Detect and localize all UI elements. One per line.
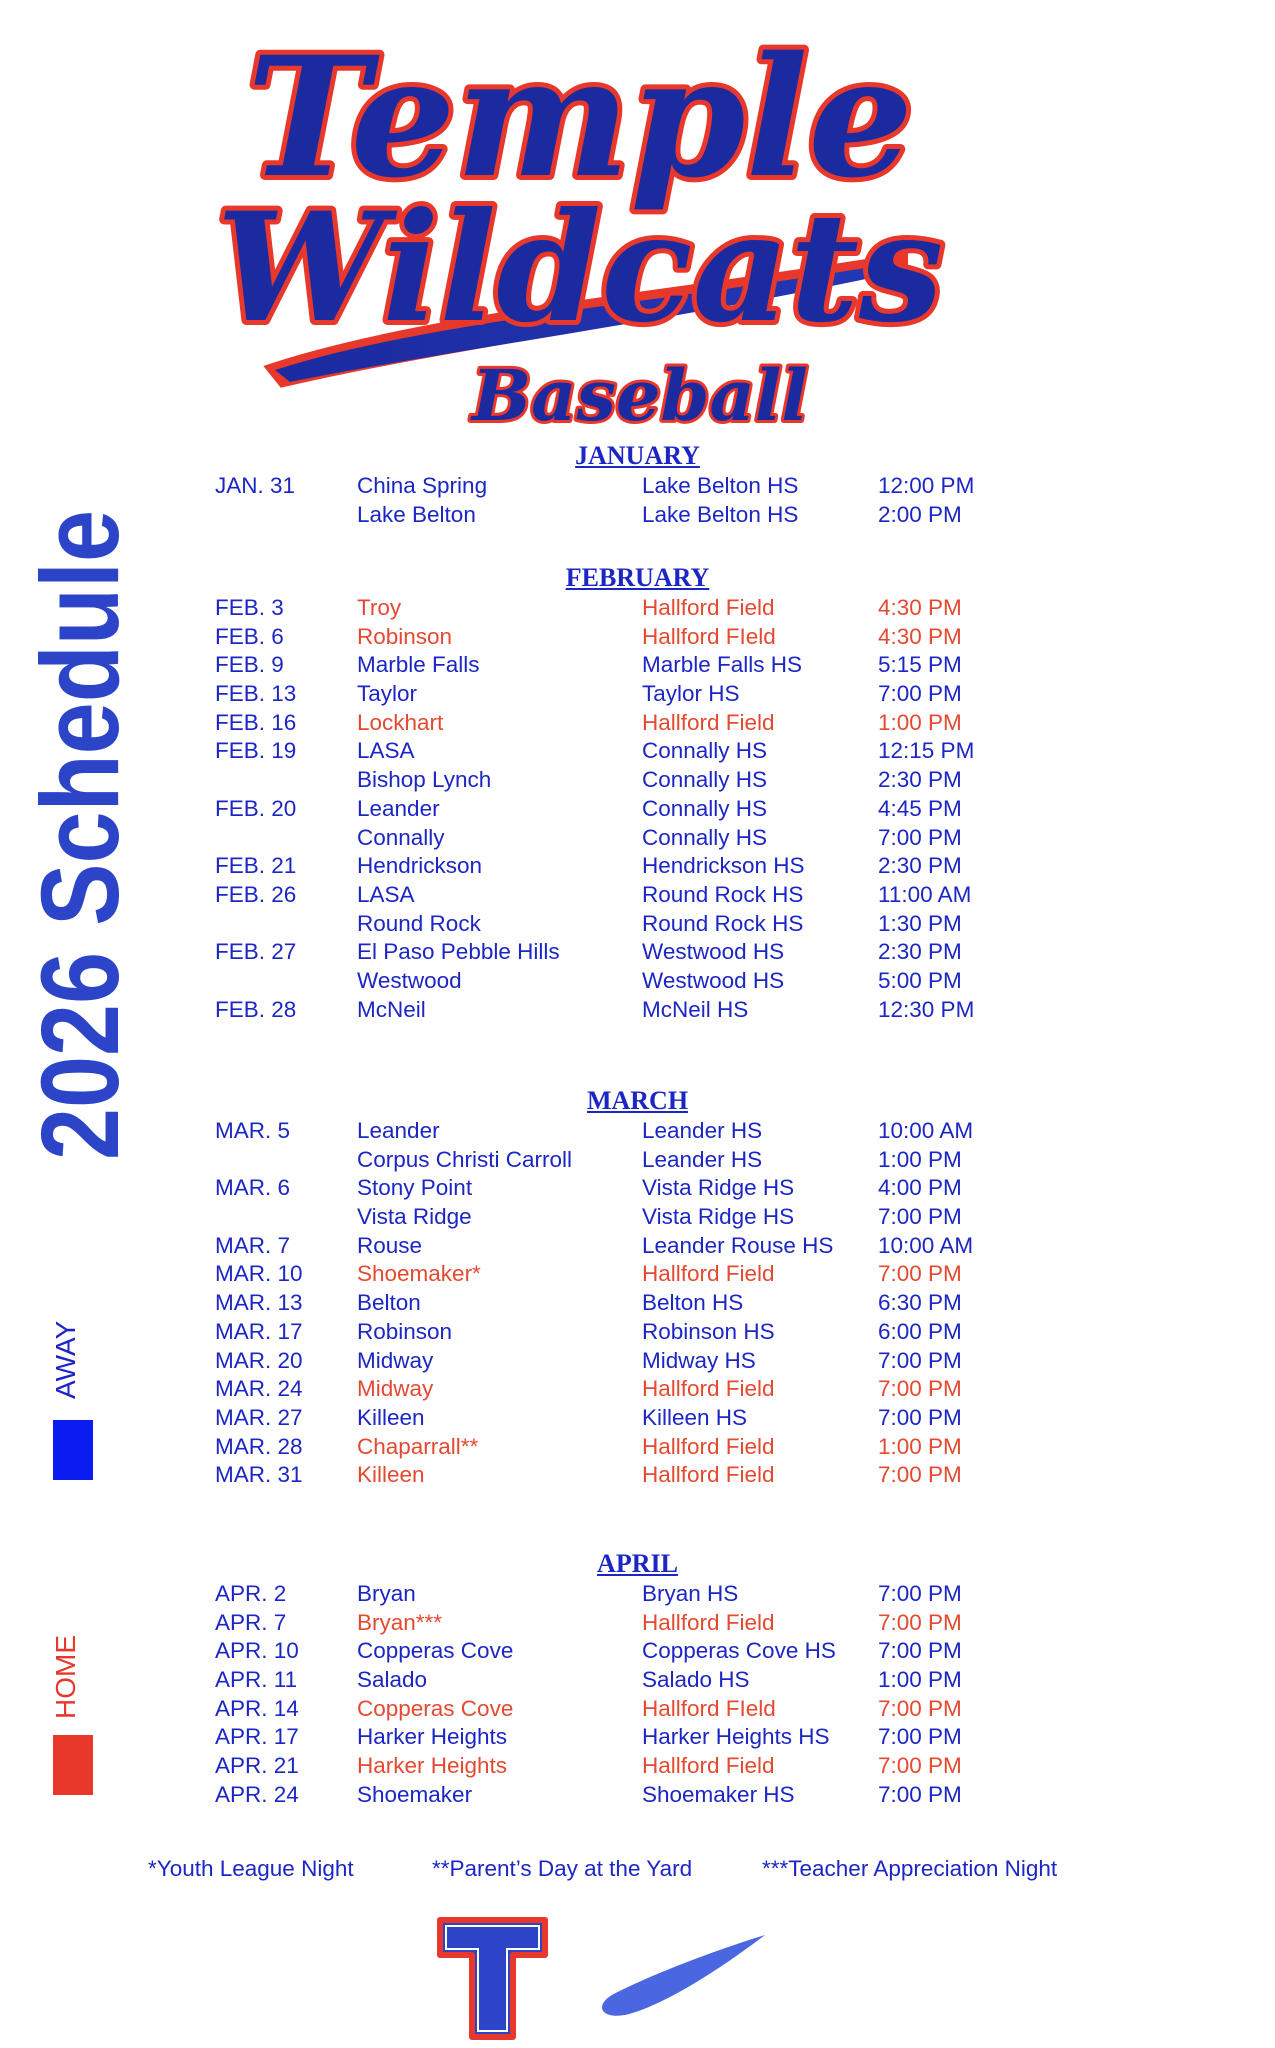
game-location: Connally HS: [642, 767, 768, 793]
footnote-youth-league: *Youth League Night: [148, 1856, 354, 1881]
game-date: MAR. 10: [215, 1261, 303, 1287]
game-date: FEB. 19: [215, 738, 297, 764]
game-location: Vista Ridge HS: [642, 1204, 795, 1230]
game-date: MAR. 24: [215, 1376, 303, 1402]
game-opponent: Westwood: [357, 967, 462, 993]
game-opponent: Leander: [357, 1118, 440, 1143]
game-opponent: Robinson: [357, 623, 453, 649]
game-row-away: [215, 651, 1045, 680]
game-row-home: [215, 1375, 1045, 1404]
game-row-away: [215, 1146, 1045, 1175]
game-row-away: [215, 1637, 1045, 1666]
footnote-parents-day: **Parent’s Day at the Yard: [432, 1856, 693, 1881]
legend-away-label: AWAY: [50, 1320, 81, 1400]
game-opponent: Corpus Christi Carroll: [357, 1146, 573, 1172]
game-opponent: Stony Point: [357, 1175, 473, 1201]
game-date: MAR. 31: [215, 1462, 303, 1488]
game-location: Shoemaker HS: [642, 1781, 795, 1807]
game-row-home: [215, 1695, 1045, 1724]
game-opponent: LASA: [357, 881, 415, 907]
game-opponent: China Spring: [357, 473, 488, 498]
game-date: MAR. 7: [215, 1232, 291, 1258]
game-row-away: [215, 938, 1045, 967]
game-time: 2:00 PM: [878, 501, 962, 527]
game-opponent: Taylor: [357, 681, 418, 707]
game-date: APR. 14: [215, 1695, 299, 1721]
game-row-away: [215, 1404, 1045, 1433]
bottom-logos: [0, 1915, 1112, 2045]
game-time: 1:00 PM: [878, 709, 962, 735]
game-date: APR. 24: [215, 1781, 299, 1807]
game-time: 2:30 PM: [878, 853, 962, 879]
game-location: Killeen HS: [642, 1404, 748, 1430]
game-row-away: [215, 1666, 1045, 1695]
game-row-away: [215, 766, 1045, 795]
game-row-home: [215, 1752, 1045, 1781]
month-april: [215, 1548, 1045, 1810]
game-time: 4:30 PM: [878, 623, 962, 649]
legend-home-label: HOME: [50, 1635, 81, 1720]
month-heading: JANUARY: [575, 441, 700, 470]
game-location: Hallford FIeld: [642, 623, 776, 649]
game-location: Hendrickson HS: [642, 853, 805, 879]
game-row-away: [215, 910, 1045, 939]
game-time: 6:00 PM: [878, 1318, 962, 1344]
game-date: MAR. 27: [215, 1404, 303, 1430]
game-location: Robinson HS: [642, 1318, 775, 1344]
game-time: 7:00 PM: [878, 1462, 962, 1488]
game-opponent: Marble Falls: [357, 652, 480, 678]
game-time: 7:00 PM: [878, 1204, 962, 1230]
game-opponent: Leander: [357, 795, 440, 821]
game-date: FEB. 9: [215, 652, 284, 678]
game-opponent: McNeil: [357, 996, 426, 1022]
game-time: 7:00 PM: [878, 1753, 962, 1779]
game-location: Salado HS: [642, 1667, 750, 1693]
game-time: 12:30 PM: [878, 996, 975, 1022]
legend-away: [50, 1310, 100, 1490]
game-time: 5:00 PM: [878, 967, 962, 993]
game-opponent: Killeen: [357, 1462, 425, 1488]
game-location: Marble Falls HS: [642, 652, 803, 678]
game-time: 2:30 PM: [878, 767, 962, 793]
game-opponent: Salado: [357, 1667, 428, 1693]
game-row-away: [215, 996, 1045, 1025]
game-row-home: [215, 1260, 1045, 1289]
game-row-home: [215, 623, 1045, 652]
game-date: APR. 10: [215, 1638, 299, 1664]
game-location: Westwood HS: [642, 967, 785, 993]
game-time: 5:15 PM: [878, 652, 962, 678]
game-row-away: [215, 1174, 1045, 1203]
game-date: FEB. 21: [215, 853, 297, 879]
game-opponent: El Paso Pebble Hills: [357, 939, 560, 965]
game-date: FEB. 13: [215, 681, 297, 707]
game-location: Hallford Field: [642, 1433, 775, 1459]
game-location: Connally HS: [642, 738, 768, 764]
game-row-away: [215, 1203, 1045, 1232]
game-opponent: Harker Heights: [357, 1724, 508, 1750]
game-date: APR. 11: [215, 1667, 298, 1693]
month-march: [215, 1085, 1045, 1490]
game-date: FEB. 6: [215, 623, 284, 649]
month-february: [215, 562, 1045, 1024]
game-opponent: Connally: [357, 824, 445, 850]
game-location: McNeil HS: [642, 996, 749, 1022]
game-time: 7:00 PM: [878, 681, 962, 707]
game-location: Bryan HS: [642, 1581, 739, 1606]
game-row-away: [215, 881, 1045, 910]
game-opponent: Bryan: [357, 1581, 416, 1606]
game-time: 6:30 PM: [878, 1290, 962, 1316]
game-opponent: Troy: [357, 595, 402, 620]
game-location: Hallford Field: [642, 1261, 775, 1287]
game-row-away: [215, 795, 1045, 824]
legend-home-swatch: [53, 1735, 93, 1795]
game-date: FEB. 3: [215, 595, 284, 620]
game-date: FEB. 20: [215, 795, 297, 821]
month-heading: APRIL: [597, 1549, 678, 1578]
game-opponent: Shoemaker*: [357, 1261, 481, 1287]
game-location: Midway HS: [642, 1347, 756, 1373]
game-time: 1:00 PM: [878, 1667, 962, 1693]
game-time: 4:30 PM: [878, 595, 962, 620]
legend-away-swatch: [53, 1420, 93, 1480]
game-date: MAR. 20: [215, 1347, 303, 1373]
game-location: Connally HS: [642, 795, 768, 821]
game-opponent: Round Rock: [357, 910, 481, 936]
footnote-teacher-appreciation: ***Teacher Appreciation Night: [762, 1856, 1058, 1881]
game-opponent: Bishop Lynch: [357, 767, 492, 793]
game-opponent: Copperas Cove: [357, 1638, 514, 1664]
game-date: MAR. 17: [215, 1318, 303, 1344]
game-time: 10:00 AM: [878, 1118, 974, 1143]
game-time: 11:00 AM: [878, 881, 972, 907]
game-time: 7:00 PM: [878, 1638, 962, 1664]
game-location: Hallford Field: [642, 1609, 775, 1635]
game-location: Taylor HS: [642, 681, 740, 707]
month-january: [215, 440, 1045, 529]
game-location: Lake Belton HS: [642, 473, 799, 498]
svg-text:Baseball: Baseball: [472, 354, 808, 437]
game-location: Copperas Cove HS: [642, 1638, 836, 1664]
game-row-away: [215, 1347, 1045, 1376]
game-location: Hallford Field: [642, 709, 775, 735]
game-row-away: [215, 1781, 1045, 1810]
legend-home: [50, 1630, 100, 1800]
game-date: FEB. 16: [215, 709, 297, 735]
game-row-away: [215, 967, 1045, 996]
game-date: APR. 7: [215, 1609, 287, 1635]
game-location: Hallford Field: [642, 595, 775, 620]
game-time: 1:00 PM: [878, 1433, 962, 1459]
svg-text:Temple: Temple: [246, 20, 914, 214]
game-time: 12:15 PM: [878, 738, 975, 764]
game-opponent: Hendrickson: [357, 853, 483, 879]
game-row-home: [215, 709, 1045, 738]
game-time: 4:45 PM: [878, 795, 962, 821]
game-row-away: [215, 1232, 1045, 1261]
game-location: Connally HS: [642, 824, 768, 850]
game-row-away: [215, 852, 1045, 881]
game-location: Leander HS: [642, 1146, 763, 1172]
game-location: Vista Ridge HS: [642, 1175, 795, 1201]
game-time: 7:00 PM: [878, 1404, 962, 1430]
season-title: [19, 395, 142, 1165]
game-time: 7:00 PM: [878, 1581, 962, 1606]
game-location: Hallford Field: [642, 1462, 775, 1488]
game-opponent: Shoemaker: [357, 1781, 473, 1807]
game-location: Leander HS: [642, 1118, 763, 1143]
game-opponent: Chaparrall**: [357, 1433, 479, 1459]
svg-text:Wildcats: Wildcats: [216, 180, 944, 356]
month-heading: MARCH: [586, 1086, 689, 1115]
game-date: MAR. 28: [215, 1433, 303, 1459]
game-time: 1:00 PM: [878, 1146, 962, 1172]
game-opponent: Killeen: [357, 1404, 425, 1430]
game-date: JAN. 31: [215, 473, 296, 498]
game-time: 7:00 PM: [878, 1376, 962, 1402]
footnotes: [0, 1856, 1112, 1888]
game-time: 10:00 AM: [878, 1232, 974, 1258]
svg-text:T: T: [491, 1995, 493, 1996]
game-opponent: Copperas Cove: [357, 1695, 514, 1721]
game-row-away: [215, 680, 1045, 709]
game-opponent: Midway: [357, 1347, 434, 1373]
game-time: 7:00 PM: [878, 1261, 962, 1287]
game-row-away: [215, 1318, 1045, 1347]
game-date: FEB. 26: [215, 881, 297, 907]
svg-text:2026 Schedule: 2026 Schedule: [19, 395, 142, 1160]
game-row-away: [215, 1580, 1045, 1609]
game-date: MAR. 13: [215, 1290, 303, 1316]
game-row-home: [215, 594, 1045, 623]
game-time: 2:30 PM: [878, 939, 962, 965]
game-date: APR. 17: [215, 1724, 299, 1750]
game-location: Harker Heights HS: [642, 1724, 830, 1750]
game-row-home: [215, 1433, 1045, 1462]
game-opponent: Lake Belton: [357, 501, 476, 527]
game-row-home: [215, 1461, 1045, 1490]
temple-t-logo: [440, 1920, 545, 2037]
temple-wildcats-baseball-logo: [216, 20, 944, 440]
game-time: 7:00 PM: [878, 1781, 962, 1807]
game-opponent: Vista Ridge: [357, 1204, 472, 1230]
game-location: Round Rock HS: [642, 910, 804, 936]
game-opponent: Lockhart: [357, 709, 444, 735]
game-location: Westwood HS: [642, 939, 785, 965]
game-row-away: [215, 1723, 1045, 1752]
game-opponent: Belton: [357, 1290, 421, 1316]
game-time: 12:00 PM: [878, 473, 975, 498]
game-row-away: [215, 501, 1045, 530]
game-opponent: Robinson: [357, 1318, 453, 1344]
game-opponent: LASA: [357, 738, 415, 764]
game-time: 7:00 PM: [878, 1724, 962, 1750]
game-row-away: [215, 737, 1045, 766]
game-date: FEB. 27: [215, 939, 297, 965]
game-row-away: [215, 824, 1045, 853]
month-heading: FEBRUARY: [565, 563, 710, 592]
game-date: MAR. 5: [215, 1118, 291, 1143]
game-time: 1:30 PM: [878, 910, 962, 936]
game-location: Hallford FIeld: [642, 1695, 776, 1721]
game-date: APR. 2: [215, 1581, 287, 1606]
game-opponent: Midway: [357, 1376, 434, 1402]
game-location: Leander Rouse HS: [642, 1232, 834, 1258]
swoosh-logo: [602, 1935, 765, 2016]
game-location: Lake Belton HS: [642, 501, 799, 527]
game-row-away: [215, 472, 1045, 501]
game-row-home: [215, 1609, 1045, 1638]
game-time: 4:00 PM: [878, 1175, 962, 1201]
game-row-away: [215, 1117, 1045, 1146]
game-date: FEB. 28: [215, 996, 297, 1022]
game-date: APR. 21: [215, 1753, 299, 1779]
game-opponent: Rouse: [357, 1232, 423, 1258]
game-time: 7:00 PM: [878, 824, 962, 850]
game-opponent: Harker Heights: [357, 1753, 508, 1779]
game-time: 7:00 PM: [878, 1695, 962, 1721]
game-row-away: [215, 1289, 1045, 1318]
game-location: Round Rock HS: [642, 881, 804, 907]
game-location: Hallford Field: [642, 1376, 775, 1402]
game-location: Hallford Field: [642, 1753, 775, 1779]
game-time: 7:00 PM: [878, 1347, 962, 1373]
game-opponent: Bryan***: [357, 1609, 443, 1635]
game-location: Belton HS: [642, 1290, 744, 1316]
game-time: 7:00 PM: [878, 1609, 962, 1635]
game-date: MAR. 6: [215, 1175, 291, 1201]
